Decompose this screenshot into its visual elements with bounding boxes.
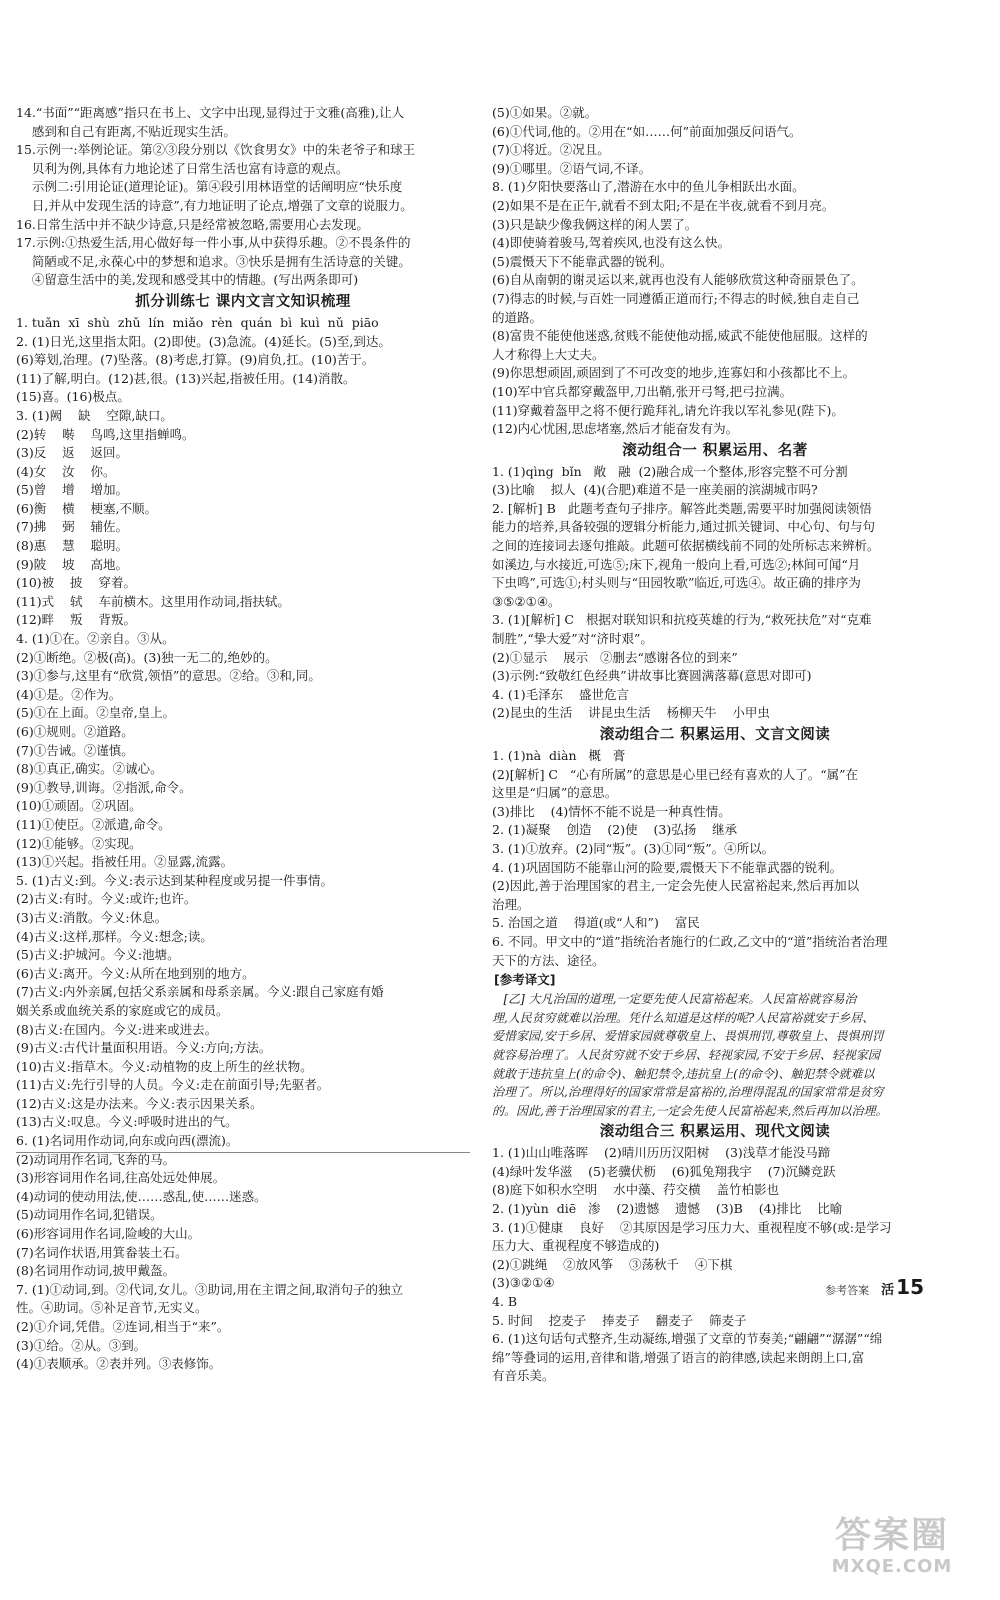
text-line: 8. (1)夕阳快要落山了,潜游在水中的鱼儿争相跃出水面。 bbox=[492, 179, 805, 195]
text-line: (10)军中官兵都穿戴盔甲,刀出鞘,张开弓弩,把弓拉满。 bbox=[492, 383, 793, 399]
text-line: 下虫鸣”,可选①;村头则与“田园牧歌”临近,可选④。故正确的排序为 bbox=[492, 575, 861, 591]
reference-translation-label: [参考译文] bbox=[494, 972, 556, 988]
text-line: (6)自从南朝的谢灵运以来,就再也没有人能够欣赏这种奇丽景色了。 bbox=[492, 272, 864, 288]
text-line: (5)震慑天下不能靠武器的锐利。 bbox=[492, 253, 673, 269]
text-line: (7)①告诫。②谨慎。 bbox=[16, 742, 134, 758]
text-line: (11)式 轼 车前横木。这里用作动词,指扶轼。 bbox=[16, 593, 290, 609]
text-line: (9)陂 坡 高地。 bbox=[16, 556, 128, 572]
text-line: (8)古义:在国内。今义:进来或进去。 bbox=[16, 1021, 218, 1037]
text-line: (7)①将近。②况且。 bbox=[492, 142, 610, 158]
text-line: (2)转 啭 鸟鸣,这里指蝉鸣。 bbox=[16, 426, 195, 442]
text-line: (3)①给。②从。③到。 bbox=[16, 1337, 147, 1353]
text-line: ③⑤②①④。 bbox=[492, 593, 561, 609]
text-line: 的。因此,善于治理国家的君主,一定会先使人民富裕起来,然后再加以治理。 bbox=[492, 1103, 888, 1118]
text-line: 之间的连接词去逐句推敲。此题可依据横线前不同的处所标志来辨析。 bbox=[492, 538, 880, 554]
text-line: (11)古义:先行引导的人员。今义:走在前面引导;先驱者。 bbox=[16, 1077, 330, 1093]
text-line: 压力大、重视程度不够造成的) bbox=[492, 1238, 660, 1254]
text-line: (2)因此,善于治理国家的君主,一定会先使人民富裕起来,然后再加以 bbox=[492, 878, 860, 894]
text-line: 1. tuǎn xī shù zhǔ lín miǎo rèn quán bì kuì nǔ piāo bbox=[16, 314, 379, 330]
text-line: 姻关系或血统关系的家庭或它的成员。 bbox=[16, 1002, 229, 1018]
text-line: 1. (1)qìng bǐn 敞 融 (2)融合成一个整体,形容完整不可分割 bbox=[492, 463, 848, 479]
text-line: (11)穿戴着盔甲之将不便行跪拜礼,请允许我以军礼参见(陛下)。 bbox=[492, 402, 844, 418]
text-line: 4. B bbox=[492, 1294, 518, 1310]
text-line: (5)①在上面。②皇帝,皇上。 bbox=[16, 705, 176, 721]
text-line: 这里是“归属”的意思。 bbox=[492, 785, 618, 801]
text-line: (3)反 返 返回。 bbox=[16, 445, 128, 461]
text-line: (5)动词用作名词,犯错误。 bbox=[16, 1207, 163, 1223]
text-line: (12)古义:这是办法来。今义:表示因果关系。 bbox=[16, 1095, 263, 1111]
text-line: (11)了解,明白。(12)甚,很。(13)兴起,指被任用。(14)消散。 bbox=[16, 370, 356, 386]
text-line: 5. (1)古义:到。今义:表示达到某种程度或另提一件事情。 bbox=[16, 872, 334, 888]
text-line: 16.日常生活中并不缺少诗意,只是经常被忽略,需要用心去发现。 bbox=[16, 216, 369, 232]
text-line: 4. (1)毛泽东 盛世危言 bbox=[492, 686, 629, 702]
page-number bbox=[881, 1275, 924, 1299]
text-line: (4)①表顺承。②表并列。③表修饰。 bbox=[16, 1356, 222, 1372]
text-line: (2)①断绝。②极(高)。(3)独一无二的,绝妙的。 bbox=[16, 649, 278, 665]
text-line: ④留意生活中的美,发现和感受其中的情趣。(写出两条即可) bbox=[16, 272, 359, 288]
watermark-line1: 答案圈 bbox=[834, 1515, 949, 1556]
text-line: (9)古义:古代计量面积用语。今义:方向;方法。 bbox=[16, 1040, 272, 1056]
text-line: (5)①如果。②就。 bbox=[492, 105, 598, 120]
text-line: 2. (1)凝聚 创造 (2)使 (3)弘扬 继承 bbox=[492, 822, 738, 838]
text-line: (2)昆虫的生活 讲昆虫生活 杨柳天牛 小甲虫 bbox=[492, 705, 770, 721]
text-line: (3)只是缺少像我俩这样的闲人罢了。 bbox=[492, 216, 698, 232]
text-line: (6)古义:离开。今义:从所在地到别的地方。 bbox=[16, 965, 255, 981]
text-line: (11)①使臣。②派遣,命令。 bbox=[16, 816, 171, 832]
text-line: 4. (1)①在。②亲自。③从。 bbox=[16, 631, 175, 647]
text-line: 1. (1)山山唯落晖 (2)晴川历历汉阳树 (3)浅草才能没马蹄 bbox=[492, 1145, 831, 1161]
separator-line bbox=[16, 1152, 470, 1153]
text-line: (5)古义:护城河。今义:池塘。 bbox=[16, 947, 180, 963]
left-classical-answers bbox=[16, 314, 470, 1374]
text-line: 1. (1)nà diàn 概 膏 bbox=[492, 748, 626, 763]
text-line: (8)名词用作动词,披甲戴盔。 bbox=[16, 1263, 176, 1279]
text-line: (2)①跳绳 ②放风筝 ③荡秋千 ④下棋 bbox=[492, 1256, 733, 1272]
page-number-value: 15 bbox=[896, 1275, 924, 1299]
text-line: (6)①代词,他的。②用在“如……何”前面加强反问语气。 bbox=[492, 123, 802, 139]
section-heading-rolling-2: 滚动组合二 积累运用、文言文阅读 bbox=[599, 727, 831, 743]
text-line: (8)惠 慧 聪明。 bbox=[16, 538, 128, 554]
text-line: (5)曾 增 增加。 bbox=[16, 482, 128, 498]
text-line: (3)排比 (4)情怀不能不说是一种真性情。 bbox=[492, 803, 731, 819]
text-line: 如溪边,与水接近,可选⑤;床下,视角一般向上看,可选②;林间可闻“月 bbox=[492, 556, 861, 572]
text-line: 简陋或不足,永葆心中的梦想和追求。③快乐是拥有生活诗意的关键。 bbox=[16, 253, 411, 269]
left-column bbox=[16, 104, 470, 1374]
text-line: 17.示例:①热爱生活,用心做好每一件小事,从中获得乐趣。②不畏条件的 bbox=[16, 235, 411, 251]
rolling-1-answers bbox=[492, 463, 938, 723]
text-line: 爱惜家园,安于乡居、爱惜家园就尊敬皇上、畏惧刑罚,尊敬皇上、畏惧刑罚 bbox=[492, 1029, 884, 1044]
text-line: (3)形容词用作名词,往高处远处伸展。 bbox=[16, 1170, 226, 1186]
text-line: 人才称得上大丈夫。 bbox=[492, 346, 605, 362]
text-line: (3)古义:消散。今义:休息。 bbox=[16, 909, 168, 925]
text-line: (2)古义:有时。今义:或许;也许。 bbox=[16, 891, 197, 907]
text-line: 7. (1)①动词,到。②代词,女儿。③助词,用在主谓之间,取消句子的独立 bbox=[16, 1281, 404, 1297]
text-line: 贝利为例,具体有力地论述了日常生活也富有诗意的观点。 bbox=[16, 160, 349, 176]
text-line: (4)即使骑着骏马,驾着疾风,也没有这么快。 bbox=[492, 235, 731, 251]
page-prefix: 活 bbox=[881, 1283, 895, 1298]
text-line: (7)拂 弼 辅佐。 bbox=[16, 519, 128, 535]
text-line: (2)如果不是在正午,就看不到太阳;不是在半夜,就看不到月亮。 bbox=[492, 197, 835, 213]
text-line: (3)①参与,这里有“欣赏,领悟”的意思。②给。③和,同。 bbox=[16, 668, 321, 684]
watermark-logo bbox=[802, 1516, 982, 1586]
text-line: 就敢于违抗皇上(的命令)、触犯禁令,违抗皇上(的命令)、触犯禁令就难以 bbox=[492, 1066, 875, 1081]
text-line: 示例二:引用论证(道理论证)。第④段引用林语堂的话阐明应“快乐度 bbox=[16, 179, 403, 195]
text-line: (6)筹划,治理。(7)坠落。(8)考虑,打算。(9)肩负,扛。(10)苦于。 bbox=[16, 352, 375, 368]
text-line: (3)③②①④ bbox=[492, 1275, 555, 1291]
text-line: (4)女 汝 你。 bbox=[16, 463, 116, 479]
text-line: (13)①兴起。指被任用。②显露,流露。 bbox=[16, 854, 234, 870]
text-line: 感到和自己有距离,不贴近现实生活。 bbox=[16, 123, 236, 139]
text-line: (2)动词用作名词,飞奔的马。 bbox=[16, 1151, 176, 1167]
page-footer bbox=[825, 1275, 924, 1299]
footer-label: 参考答案 bbox=[825, 1284, 870, 1297]
text-line: (12)①能够。②实现。 bbox=[16, 835, 142, 851]
watermark-line2: MXQE.COM bbox=[831, 1556, 953, 1577]
text-line: 天下的方法、途径。 bbox=[492, 952, 605, 968]
text-line: (12)畔 叛 背叛。 bbox=[16, 612, 136, 628]
text-line: 就容易治理了。人民贫穷就不安于乡居、轻视家园,不安于乡居、轻视家园 bbox=[492, 1047, 880, 1062]
right-answers-block bbox=[492, 104, 938, 439]
text-line: (2)①介词,凭借。②连词,相当于“来”。 bbox=[16, 1319, 230, 1334]
text-line: 14.“书面”“距离感”指只在书上、文字中出现,显得过于文雅(高雅),让人 bbox=[16, 105, 405, 120]
text-line: (3)示例:“致敬红色经典”讲故事比赛圆满落幕(意思对即可) bbox=[492, 668, 812, 684]
text-line: (6)形容词用作名词,险峻的大山。 bbox=[16, 1226, 201, 1242]
text-line: 日,并从中发现生活的诗意”,有力地证明了论点,增强了文章的说服力。 bbox=[16, 197, 413, 213]
text-line: 4. (1)巩固国防不能靠山河的险要,震慑天下不能靠武器的锐利。 bbox=[492, 859, 843, 875]
text-line: (10)古义:指草木。今义:动植物的皮上所生的丝状物。 bbox=[16, 1058, 313, 1074]
text-line: 5. 治国之道 得道(或“人和”) 富民 bbox=[492, 915, 700, 931]
section-heading-classical-review: 抓分训练七 课内文言文知识梳理 bbox=[135, 293, 351, 310]
section-heading-rolling-3: 滚动组合三 积累运用、现代文阅读 bbox=[599, 1124, 831, 1141]
text-line: (7)得志的时候,与百姓一同遵循正道而行;不得志的时候,独自走自己 bbox=[492, 290, 860, 306]
text-line: (6)衡 横 梗塞,不顺。 bbox=[16, 500, 157, 516]
text-line: 绵”等叠词的运用,音律和谐,增强了语言的韵律感,读起来朗朗上口,富 bbox=[492, 1349, 865, 1365]
text-line: 2. (1)日光,这里指太阳。(2)即使。(3)急流。(4)延长。(5)至,到达。 bbox=[16, 333, 391, 349]
section-heading-rolling-1: 滚动组合一 积累运用、名著 bbox=[622, 442, 808, 459]
text-line: 2. [解析] B 此题考查句子排序。解答此类题,需要平时加强阅读领悟 bbox=[492, 500, 872, 516]
text-line: (10)①顽固。②巩固。 bbox=[16, 798, 142, 814]
text-line: 6. (1)这句话句式整齐,生动凝练,增强了文章的节奏美;“翩翩”“潺潺”“绵 bbox=[492, 1331, 883, 1347]
text-line: (8)庭下如积水空明 水中藻、荇交横 盖竹柏影也 bbox=[492, 1182, 779, 1198]
text-line: (2)[解析] C “心有所属”的意思是心里已经有喜欢的人了。“属”在 bbox=[492, 766, 858, 782]
right-column bbox=[492, 104, 938, 1386]
text-line: 性。④助词。⑤补足音节,无实义。 bbox=[16, 1300, 208, 1316]
text-line: (8)①真正,确实。②诚心。 bbox=[16, 761, 163, 777]
text-line: 制胜”,“挚大爱”对“济时艰”。 bbox=[492, 631, 653, 647]
text-line: (4)动词的使动用法,使……惑乱,使……迷惑。 bbox=[16, 1188, 267, 1204]
text-line: (9)你思想顽固,顽固到了不可改变的地步,连寡妇和小孩都比不上。 bbox=[492, 365, 856, 381]
text-line: 能力的培养,具备较强的逻辑分析能力,通过抓关键词、中心句、句与句 bbox=[492, 519, 875, 535]
text-line: 理,人民贫穷就难以治理。凭什么知道是这样的呢?人民富裕就安于乡居、 bbox=[492, 1010, 875, 1025]
text-line: 5. 时间 挖麦子 捧麦子 翻麦子 筛麦子 bbox=[492, 1312, 747, 1328]
text-line: 治理。 bbox=[492, 896, 530, 912]
text-line: 3. (1)[解析] C 根据对联知识和抗疫英雄的行为,“救死扶危”对“克难 bbox=[492, 612, 872, 628]
text-line: (15)喜。(16)极点。 bbox=[16, 389, 130, 405]
text-line: (4)绿叶发华滋 (5)老骥伏枥 (6)狐兔翔我宇 (7)沉鳞竞跃 bbox=[492, 1163, 836, 1179]
text-line: (9)①哪里。②语气词,不译。 bbox=[492, 160, 652, 176]
rolling-2-answers bbox=[492, 747, 938, 970]
text-line: 3. (1)①放弃。(2)同“叛”。(3)①同“叛”。④所以。 bbox=[492, 840, 775, 856]
text-line: (4)①是。②作为。 bbox=[16, 686, 122, 702]
text-line: (13)古义:叹息。今义:呼吸时进出的气。 bbox=[16, 1114, 238, 1130]
text-line: (10)被 披 穿着。 bbox=[16, 575, 136, 591]
text-line: (7)名词作状语,用箕畚装土石。 bbox=[16, 1244, 188, 1260]
text-line: (2)①显示 展示 ②删去“感谢各位的到来” bbox=[492, 649, 738, 665]
text-line: (6)①规则。②道路。 bbox=[16, 724, 134, 739]
text-line: 3. (1)阙 缺 空隙,缺口。 bbox=[16, 407, 173, 423]
text-line: 15.示例一:举例论证。第②③段分别以《饮食男女》中的朱老爷子和球王 bbox=[16, 142, 416, 158]
text-line: 有音乐美。 bbox=[492, 1368, 555, 1384]
text-line: 6. 不同。甲文中的“道”指统治者施行的仁政,乙文中的“道”指统治者治理 bbox=[492, 933, 888, 949]
text-line: 治理了。所以,治理得好的国家常常是富裕的,治理得混乱的国家常常是贫穷 bbox=[492, 1085, 884, 1100]
text-line: (8)富贵不能使他迷惑,贫贱不能使他动摇,威武不能使他屈服。这样的 bbox=[492, 328, 868, 344]
text-line: (4)古义:这样,那样。今义:想念;读。 bbox=[16, 928, 213, 944]
text-line: [乙] 大凡治国的道理,一定要先使人民富裕起来。人民富裕就容易治 bbox=[492, 992, 857, 1007]
left-answers-block bbox=[16, 104, 470, 290]
text-line: (9)①教导,训诲。②指派,命令。 bbox=[16, 779, 192, 795]
rolling-3-answers bbox=[492, 1144, 938, 1386]
text-line: 2. (1)yùn diē 渗 (2)遗憾 遗憾 (3)B (4)排比 比喻 bbox=[492, 1201, 843, 1217]
text-line: (3)比喻 拟人 (4)(合肥)难道不是一座美丽的滨湖城市吗? bbox=[492, 482, 818, 498]
text-line: (12)内心忧困,思虑堵塞,然后才能奋发有为。 bbox=[492, 421, 739, 437]
text-line: (7)古义:内外亲属,包括父系亲属和母系亲属。今义:跟自己家庭有婚 bbox=[16, 984, 384, 1000]
text-line: 3. (1)①健康 良好 ②其原因是学习压力大、重视程度不够(或:是学习 bbox=[492, 1219, 892, 1235]
reference-translation bbox=[492, 990, 938, 1120]
text-line: 6. (1)名词用作动词,向东或向西(漂流)。 bbox=[16, 1133, 239, 1149]
text-line: 的道路。 bbox=[492, 309, 543, 325]
